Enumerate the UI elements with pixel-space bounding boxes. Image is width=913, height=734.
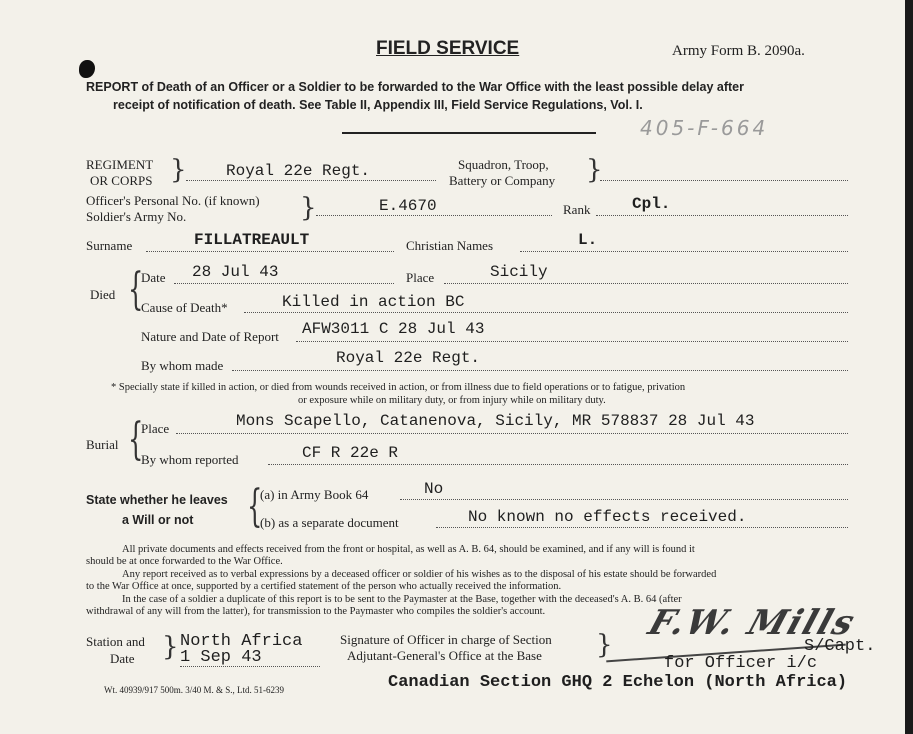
death-place-field-line [444,283,848,284]
signature-section-value: Canadian Section GHQ 2 Echelon (North Africa) [388,673,848,692]
army-number-field-line [316,215,552,216]
instruction-para-1-line-1: All private documents and effects received from the front or hospital, as well as A. B. 64, should be examined, and if any will is found it [122,544,695,555]
will-question-line-2: a Will or not [122,513,194,527]
nature-date-value: AFW3011 C 28 Jul 43 [302,320,485,338]
nature-date-label: Nature and Date of Report [141,329,279,344]
nature-date-field-line [296,341,848,342]
rank-value: Cpl. [632,195,671,213]
header-rule [342,132,596,134]
christian-names-field-line [520,251,848,252]
will-b-value: No known no effects received. [468,508,747,526]
instruction-para-3-line-1: In the case of a soldier a duplicate of this report is to be sent to the Paymaster at the Base, together with the deceased's A. B. 64 (after [122,594,682,605]
will-a-field-line [400,499,848,500]
by-whom-made-label: By whom made [141,358,224,373]
by-whom-reported-value: CF R 22e R [302,444,399,462]
form-title: FIELD SERVICE [376,38,520,59]
burial-place-field-line [176,433,848,434]
burial-brace: { [128,414,144,465]
death-date-label: Date [141,270,166,285]
by-whom-reported-label: By whom reported [141,452,239,467]
printer-code: Wt. 40939/917 500m. 3/40 M. & S., Ltd. 51-6239 [104,685,284,695]
signature-for-value: for Officer i/c [664,654,818,673]
burial-label: Burial [86,437,119,452]
by-whom-made-field-line [232,370,848,371]
by-whom-made-value: Royal 22e Regt. [336,349,481,367]
burial-place-value: Mons Scapello, Catanenova, Sicily, MR 578837 28 Jul 43 [236,412,755,430]
officer-number-label: Officer's Personal No. (if known) [86,193,260,208]
death-date-value: 28 Jul 43 [192,263,279,281]
footnote-line-2: or exposure while on military duty, or from injury while on military duty. [298,395,606,406]
station-date-label: Date [110,651,135,666]
regiment-brace: } [170,155,187,185]
or-corps-label: OR CORPS [90,173,153,188]
will-a-label: (a) in Army Book 64 [260,487,369,502]
squadron-field-line [600,180,848,181]
station-label: Station and [86,634,145,649]
surname-label: Surname [86,238,133,253]
handwritten-reference: 405-F-664 [640,116,769,140]
christian-names-label: Christian Names [406,238,494,253]
army-number-value: E.4670 [379,197,437,215]
station-value: North Africa [180,632,303,651]
will-a-value: No [424,480,444,498]
surname-field-line [146,251,394,252]
battery-label: Battery or Company [449,173,556,188]
will-question-line-1: State whether he leaves [86,493,228,507]
death-place-label: Place [406,270,435,285]
died-label: Died [90,287,116,302]
signature-label-line-1: Signature of Officer in charge of Section [340,632,552,647]
death-place-value: Sicily [490,263,548,281]
signature-label-line-2: Adjutant-General's Office at the Base [347,648,542,663]
cause-label: Cause of Death* [141,300,228,315]
signature-rank-value: S/Capt. [804,637,876,656]
soldier-number-label: Soldier's Army No. [86,209,187,224]
death-date-field-line [174,283,394,284]
intro-line-2: receipt of notification of death. See Table II, Appendix III, Field Service Regulations, Vol. I. [113,98,643,112]
station-brace: } [162,632,179,662]
died-brace: { [128,264,144,315]
will-b-field-line [436,527,848,528]
cause-value: Killed in action BC [282,293,465,311]
intro-line-1: REPORT of Death of an Officer or a Soldier to be forwarded to the War Office with the least possible delay after [86,80,744,94]
instruction-para-1-line-2: should be at once forwarded to the War Office. [86,556,283,567]
handwritten-signature: F.W. Mills [643,603,862,643]
footnote-line-1: * Specially state if killed in action, or died from wounds received in action, or from illness due to field operations or to fatigue, privation [111,382,686,393]
regiment-value: Royal 22e Regt. [226,162,371,180]
burial-place-label: Place [141,421,170,436]
surname-value: FILLATREAULT [194,231,310,249]
by-whom-reported-field-line [268,464,848,465]
rank-label: Rank [563,202,591,217]
station-field-line [180,666,320,667]
form-number: Army Form B. 2090a. [672,43,805,59]
station-date-value: 1 Sep 43 [180,648,262,667]
instruction-para-3-line-2: withdrawal of any will from the latter), for transmission to the Paymaster who compiles the soldier's account. [86,606,546,617]
instruction-para-2-line-1: Any report received as to verbal expressions by a deceased officer or soldier of his wishes as to the disposal of his estate should be forwarded [122,569,717,580]
army-number-brace: } [300,193,317,223]
rank-field-line [596,215,848,216]
instruction-para-2-line-2: to the War Office at once, supported by a certified statement of the person who actually received the information. [86,581,562,592]
will-b-label: (b) as a separate document [260,515,399,530]
christian-names-value: L. [578,231,598,249]
ink-blot-icon [79,60,95,78]
regiment-label: REGIMENT [86,157,154,172]
signature-brace: } [596,630,613,660]
squadron-brace: } [586,155,603,185]
regiment-field-line [186,180,436,181]
will-brace: { [247,481,263,532]
squadron-label: Squadron, Troop, [458,157,549,172]
cause-field-line [244,312,848,313]
